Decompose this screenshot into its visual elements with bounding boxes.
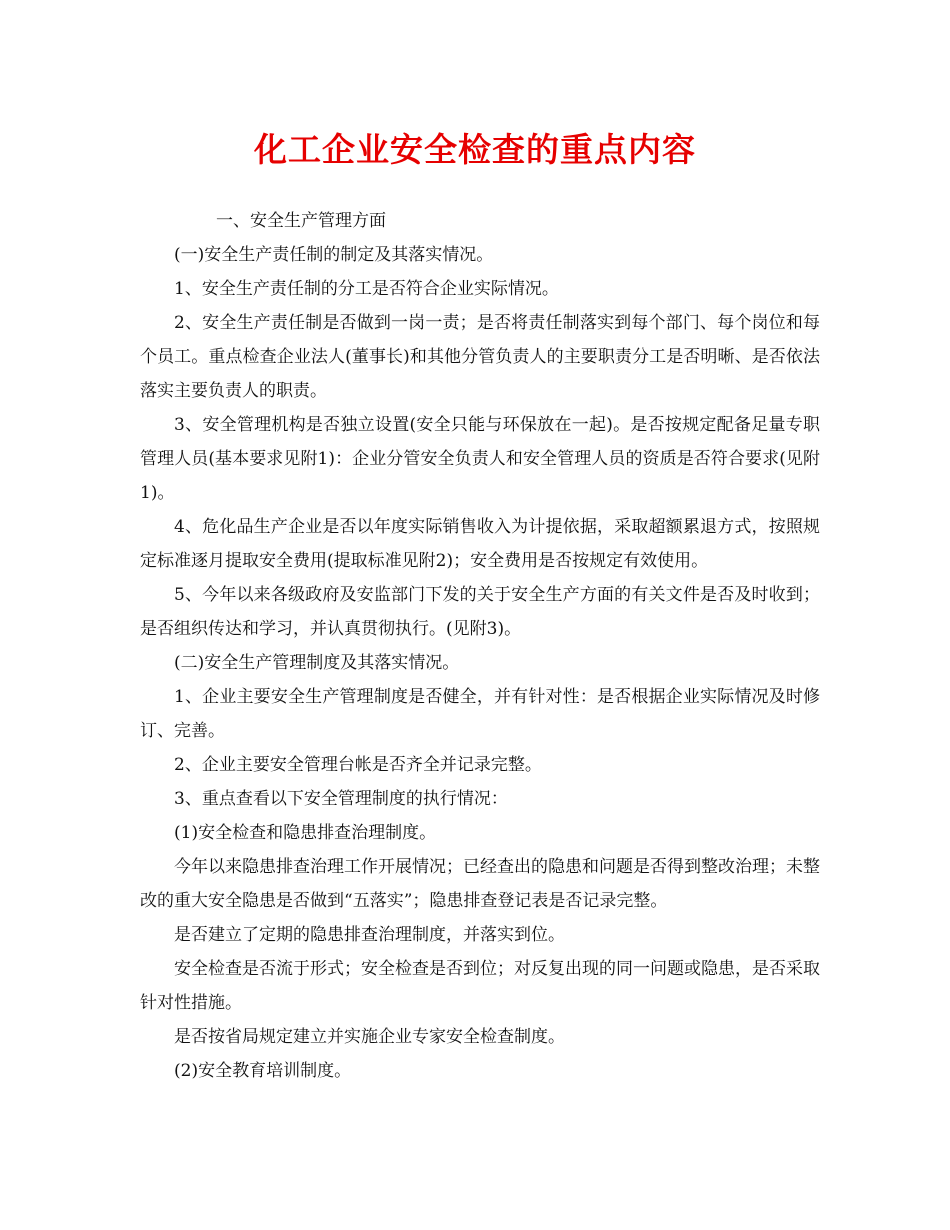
- subsection-heading: (一)安全生产责任制的制定及其落实情况。: [174, 245, 494, 265]
- paragraph: 是否建立了定期的隐患排查治理制度，并落实到位。: [174, 925, 565, 945]
- document-body: [140, 204, 820, 1088]
- subsection-heading: (二)安全生产管理制度及其落实情况。: [174, 653, 460, 673]
- document-title: 化工企业安全检查的重点内容: [254, 130, 696, 169]
- paragraph: 1、企业主要安全生产管理制度是否健全，并有针对性：是否根据企业实际情况及时修订、完善。: [140, 687, 820, 741]
- paragraph: 安全检查是否流于形式；安全检查是否到位；对反复出现的同一问题或隐患，是否采取针对性措施。: [140, 959, 820, 1013]
- paragraph: (2)安全教育培训制度。: [174, 1061, 352, 1081]
- paragraph: 3、安全管理机构是否独立设置(安全只能与环保放在一起)。是否按规定配备足量专职管理人员(基本要求见附1)：企业分管安全负责人和安全管理人员的资质是否符合要求(见附1)。: [140, 415, 820, 503]
- paragraph: 4、危化品生产企业是否以年度实际销售收入为计提依据，采取超额累退方式，按照规定标准逐月提取安全费用(提取标准见附2)；安全费用是否按规定有效使用。: [140, 517, 820, 571]
- paragraph: (1)安全检查和隐患排查治理制度。: [174, 823, 437, 843]
- paragraph: 5、今年以来各级政府及安监部门下发的关于安全生产方面的有关文件是否及时收到；是否组织传达和学习，并认真贯彻执行。(见附3)。: [140, 585, 820, 639]
- paragraph: 1、安全生产责任制的分工是否符合企业实际情况。: [174, 279, 559, 299]
- section-heading: 一、安全生产管理方面: [216, 211, 386, 231]
- paragraph: 3、重点查看以下安全管理制度的执行情况：: [174, 789, 508, 809]
- paragraph: 是否按省局规定建立并实施企业专家安全检查制度。: [174, 1027, 565, 1047]
- paragraph: 2、企业主要安全管理台帐是否齐全并记录完整。: [174, 755, 542, 775]
- paragraph: 2、安全生产责任制是否做到一岗一责；是否将责任制落实到每个部门、每个岗位和每个员工。重点检查企业法人(董事长)和其他分管负责人的主要职责分工是否明晰、是否依法落实主要负责人的职责。: [140, 313, 820, 401]
- paragraph: 今年以来隐患排查治理工作开展情况；已经查出的隐患和问题是否得到整改治理；未整改的重大安全隐患是否做到“五落实”；隐患排查登记表是否记录完整。: [140, 857, 820, 911]
